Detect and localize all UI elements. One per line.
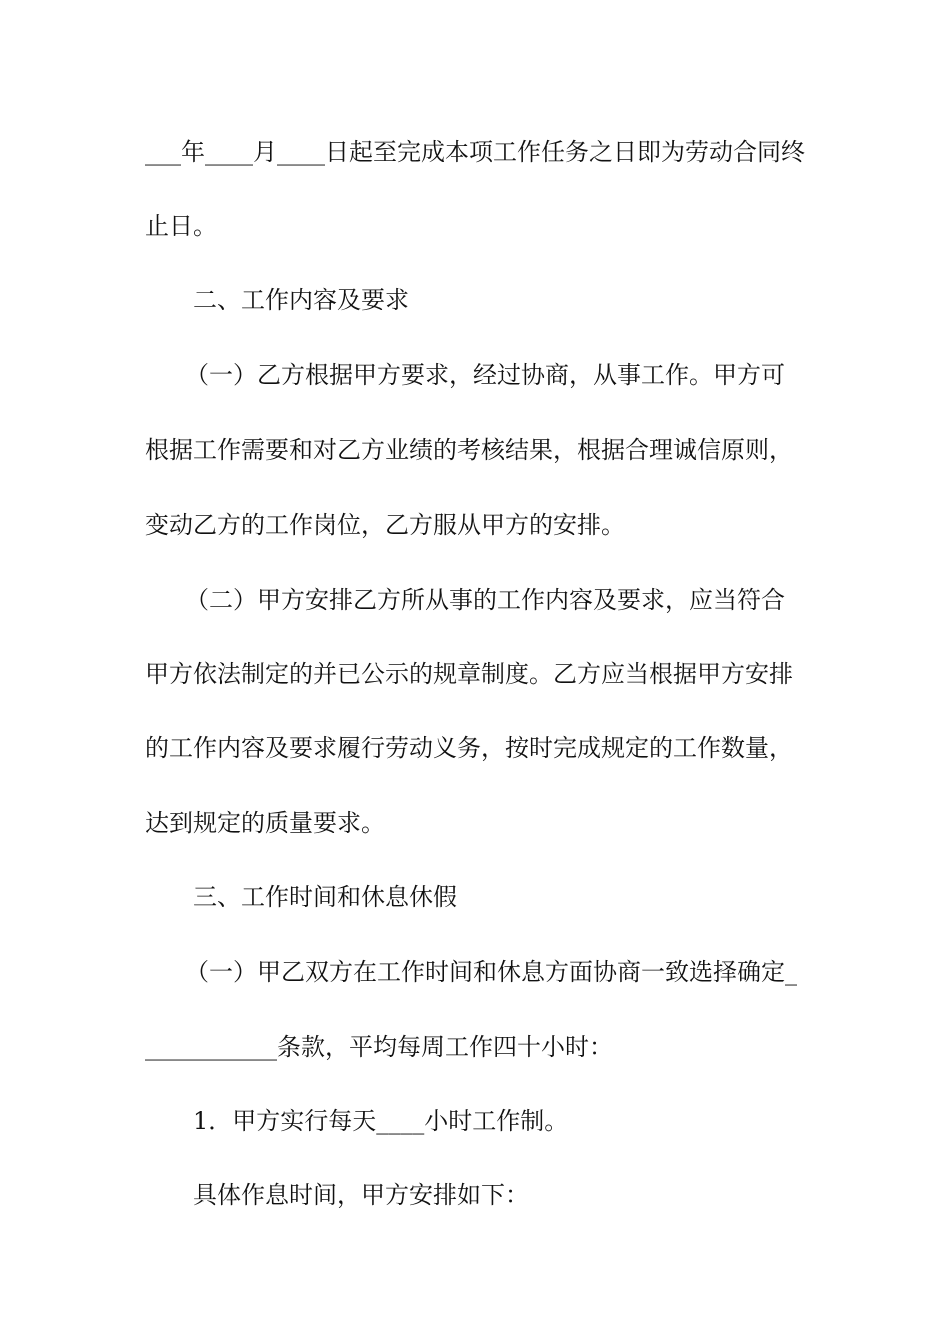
clause-2-line-3: 的工作内容及要求履行劳动义务，按时完成规定的工作数量， [145, 734, 793, 762]
schedule-intro: 具体作息时间，甲方安排如下： [193, 1181, 529, 1209]
clause-1-line-1: （一）乙方根据甲方要求，经过协商，从事工作。甲方可 [185, 361, 785, 389]
clause-2-line-1: （二）甲方安排乙方所从事的工作内容及要求，应当符合 [185, 586, 785, 614]
clause-2-line-4: 达到规定的质量要求。 [145, 809, 385, 837]
section-heading-work-hours: 三、工作时间和休息休假 [193, 883, 457, 911]
section-heading-work-content: 二、工作内容及要求 [193, 286, 409, 314]
contract-term-end-line: ___年____月____日起至完成本项工作任务之日即为劳动合同终 [145, 138, 805, 166]
contract-term-end-continuation: 止日。 [145, 212, 217, 240]
clause-2-line-2: 甲方依法制定的并已公示的规章制度。乙方应当根据甲方安排 [145, 660, 793, 688]
daily-hours-item: 1．甲方实行每天____小时工作制。 [193, 1107, 569, 1135]
hours-clause-line-1: （一）甲乙双方在工作时间和休息方面协商一致选择确定_ [185, 958, 797, 986]
clause-1-line-2: 根据工作需要和对乙方业绩的考核结果，根据合理诚信原则， [145, 436, 793, 464]
clause-1-line-3: 变动乙方的工作岗位，乙方服从甲方的安排。 [145, 511, 625, 539]
hours-clause-line-2: ___________条款，平均每周工作四十小时： [145, 1033, 613, 1061]
